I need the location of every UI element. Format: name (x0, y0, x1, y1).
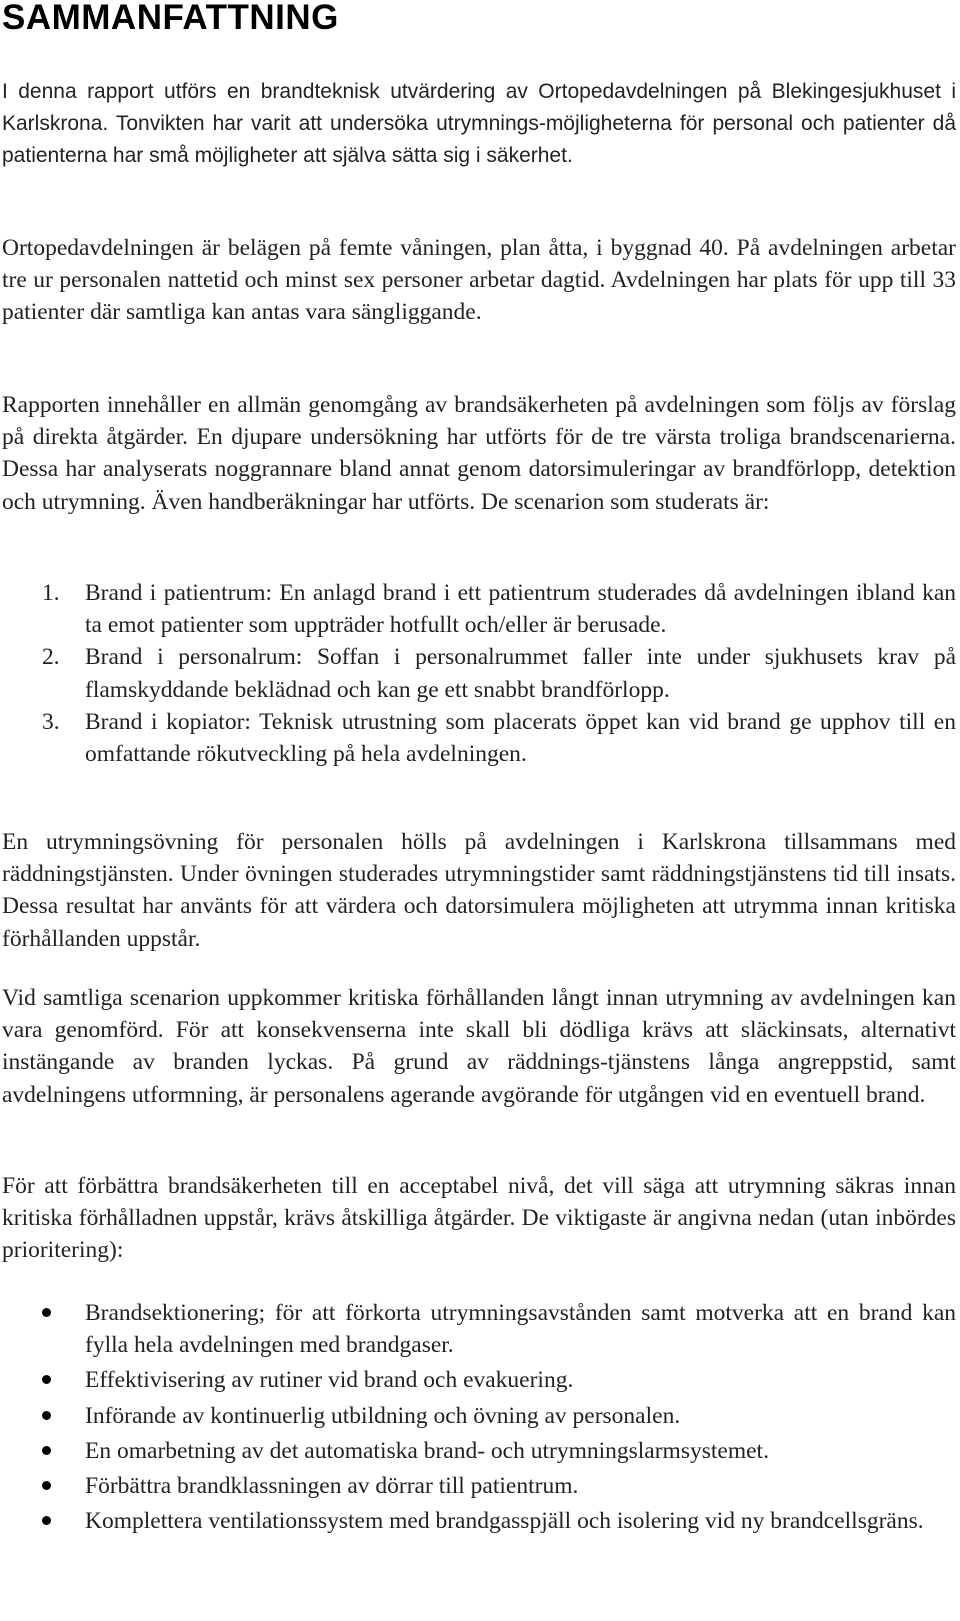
bullet-icon (42, 1411, 51, 1420)
scenario-number: 1. (42, 580, 60, 606)
scenario-number: 2. (42, 644, 60, 671)
scenario-item (2, 641, 956, 705)
scenario-text: Brand i kopiator: Teknisk utrustning som placerats öppet kan vid brand ge upphov till en omfattande rökutveckling på hela avdelningen. (85, 708, 956, 768)
measure-item (2, 1400, 956, 1432)
bullet-icon (42, 1446, 51, 1455)
measure-item (2, 1364, 956, 1396)
scenario-number: 3. (42, 708, 60, 735)
measure-item (2, 1435, 956, 1467)
scenario-text: Brand i patientrum: En anlagd brand i ett patientrum studerades då avdelningen ibland kan ta emot patienter som uppträder hotfullt och/eller är berusade. (85, 580, 956, 639)
measure-item (2, 1470, 956, 1502)
critical-conditions-paragraph: Vid samtliga scenarion uppkommer kritiska förhållanden långt innan utrymning av avdelningen kan vara genomförd. För att konsekvenserna inte skall bli dödliga krävs att släckinsats, alternativt instängande av branden lyckas. På grund av räddnings-tjänstens långa angreppstid, samt avdelningens utformning, är personalens agerande avgörande för utgången vid en eventuell brand. (2, 985, 956, 1108)
scenario-item (2, 706, 956, 770)
measure-text: Införande av kontinuerlig utbildning och övning av personalen. (85, 1402, 681, 1429)
measure-item (2, 1297, 956, 1361)
measures-list (2, 1297, 956, 1540)
location-paragraph: Ortopedavdelningen är belägen på femte våningen, plan åtta, i byggnad 40. På avdelningen arbetar tre ur personalen nattetid och minst sex personer arbetar dagtid. Avdelningen har plats för upp till 33 patienter där samtliga kan antas vara sängliggande. (2, 235, 956, 326)
content-paragraph: Rapporten innehåller en allmän genomgång av brandsäkerheten på avdelningen som följs av förslag på direkta åtgärder. En djupare undersökning har utförts för de tre värsta troliga brandscenarierna. Dessa har analyserats noggrannare bland annat genom datorsimuleringar av brandförlopp, detektion och utrymning. Även handberäkningar har utförts. De scenarion som studerats är: (2, 392, 956, 515)
measure-item (2, 1505, 956, 1537)
exercise-paragraph: En utrymningsövning för personalen hölls på avdelningen i Karlskrona tillsammans med räddningstjänsten. Under övningen studerades utrymningstider samt räddningstjänstens tid till insats. Dessa resultat har använts för att värdera och datorsimulera möjligheten att utrymma innan kritiska förhållanden uppstår. (2, 829, 956, 952)
bullet-icon (42, 1516, 51, 1525)
page-title: SAMMANFATTNING (2, 0, 339, 37)
measures-intro-paragraph: För att förbättra brandsäkerheten till en acceptabel nivå, det vill säga att utrymning säkras innan kritiska förhålladnen uppstår, krävs åtskilliga åtgärder. De viktigaste är angivna nedan (utan inbördes prioritering): (2, 1173, 956, 1264)
scenario-item (2, 577, 956, 641)
measure-text: Komplettera ventilationssystem med brandgasspjäll och isolering vid ny brandcellsgräns. (85, 1508, 924, 1535)
measure-text: Brandsektionering; för att förkorta utrymningsavstånden samt motverka att en brand kan fylla hela avdelningen med brandgaser. (85, 1300, 956, 1359)
measure-text: En omarbetning av det automatiska brand- och utrymningslarmsystemet. (85, 1437, 769, 1464)
measure-text: Effektivisering av rutiner vid brand och evakuering. (85, 1367, 574, 1394)
bullet-icon (42, 1308, 51, 1317)
bullet-icon (42, 1375, 51, 1384)
intro-paragraph: I denna rapport utförs en brandteknisk utvärdering av Ortopedavdelningen på Blekingesjukhuset i Karlskrona. Tonvikten har varit att undersöka utrymnings-möjligheterna för personal och patienter då patienterna har små möjligheter att själva sätta sig i säkerhet. (2, 80, 956, 168)
scenario-text: Brand i personalrum: Soffan i personalrummet faller inte under sjukhusets krav på flamskyddande beklädnad och kan ge ett snabbt brandförlopp. (85, 644, 956, 703)
bullet-icon (42, 1481, 51, 1490)
scenario-list (2, 577, 956, 770)
measure-text: Förbättra brandklassningen av dörrar till patientrum. (85, 1473, 579, 1500)
